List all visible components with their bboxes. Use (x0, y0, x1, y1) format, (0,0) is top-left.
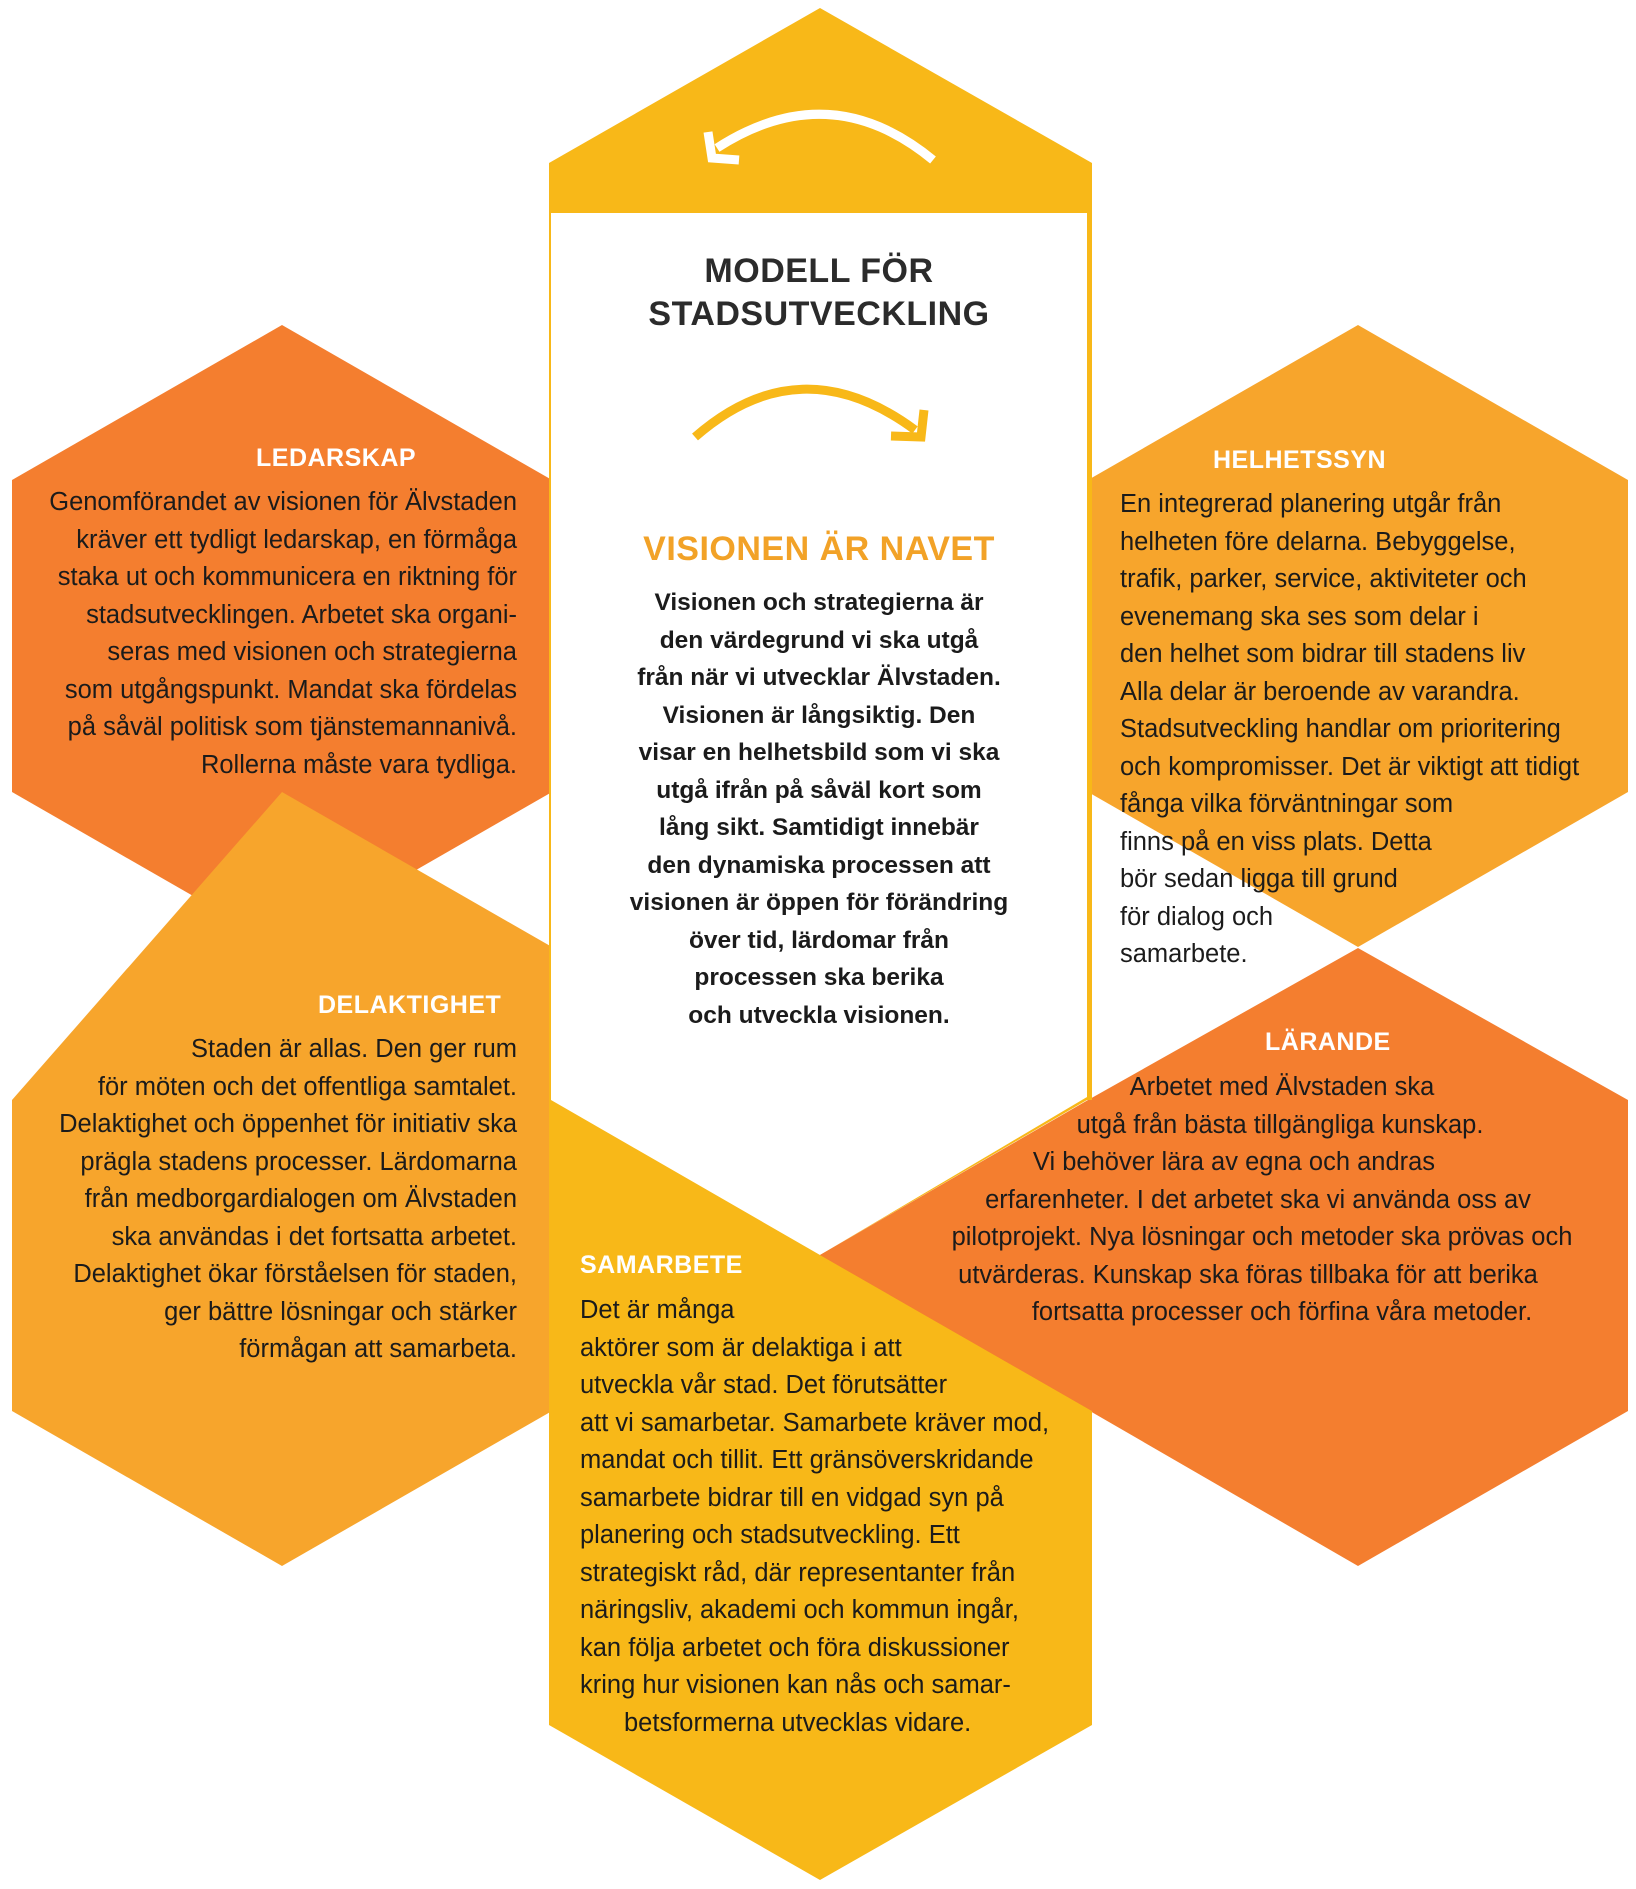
helhetssyn-line: och kompromisser. Det är viktigt att tidigt (1120, 752, 1580, 781)
samarbete-line: betsformerna utvecklas vidare. (624, 1708, 972, 1737)
helhetssyn-line: för dialog och (1120, 902, 1274, 931)
helhetssyn-line: En integrerad planering utgår från (1120, 490, 1502, 518)
samarbete-line: näringsliv, akademi och kommun ingår, (580, 1596, 1019, 1624)
helhetssyn-body (1120, 486, 1620, 974)
samarbete-line: kring hur visionen kan nås och samar- (580, 1671, 1011, 1699)
helhetssyn-line: evenemang ska ses som delar i (1120, 602, 1479, 631)
ledarskap-line: kräver ett tydligt ledarskap, en förmåga (76, 525, 517, 554)
ledarskap-line: Rollerna måste vara tydliga. (200, 750, 517, 779)
delaktighet-line: Delaktighet ökar förståelsen för staden, (73, 1260, 517, 1288)
center-body-line: över tid, lärdomar från (688, 926, 950, 954)
larande-line: erfarenheter. I det arbetet ska vi använda oss av (985, 1185, 1531, 1214)
page-title (551, 250, 1087, 336)
center-body (551, 584, 1087, 1034)
helhetssyn-line: den helhet som bidrar till stadens liv (1120, 640, 1526, 668)
title-line: STADSUTVECKLING (648, 295, 990, 333)
ledarskap-line: staka ut och kommunicera en riktning för (57, 563, 517, 591)
center-body-line: och utveckla visionen. (688, 1001, 950, 1029)
center-body-line: Visionen och strategierna är (654, 589, 984, 616)
larande-line: utgå från bästa tillgängliga kunskap. (1076, 1110, 1484, 1139)
ledarskap-line: stadsutvecklingen. Arbetet ska organi- (86, 600, 517, 629)
helhetssyn-heading: HELHETSSYN (1213, 446, 1387, 474)
delaktighet-line: Delaktighet och öppenhet för initiativ ska (59, 1110, 517, 1138)
larande-heading: LÄRANDE (1265, 1028, 1391, 1056)
delaktighet-body (20, 1031, 517, 1369)
delaktighet-line: prägla stadens processer. Lärdomarna (80, 1147, 517, 1176)
delaktighet-line: från medborgardialogen om Älvstaden (84, 1185, 517, 1213)
delaktighet-line: Staden är allas. Den ger rum (191, 1035, 517, 1063)
larande-line: Vi behöver lära av egna och andras (1032, 1148, 1436, 1176)
ledarskap-body (20, 484, 517, 784)
center-body-line: från när vi utvecklar Älvstaden. (637, 664, 1001, 691)
samarbete-body (580, 1292, 1080, 1742)
larande-line: utvärderas. Kunskap ska föras tillbaka för att berika (958, 1260, 1538, 1289)
ledarskap-line: Genomförandet av visionen för Älvstaden (49, 488, 517, 516)
delaktighet-heading: DELAKTIGHET (318, 991, 502, 1019)
samarbete-line: kan följa arbetet och föra diskussioner (580, 1633, 1010, 1662)
samarbete-line: samarbete bidrar till en vidgad syn på (580, 1483, 1004, 1512)
ledarskap-heading: LEDARSKAP (256, 444, 417, 472)
larande-line: Arbetet med Älvstaden ska (1129, 1073, 1435, 1101)
samarbete-line: att vi samarbetar. Samarbete kräver mod, (580, 1408, 1050, 1437)
larande-line: pilotprojekt. Nya lösningar och metoder ska prövas och (951, 1223, 1573, 1251)
center-body-line: processen ska berika (694, 964, 944, 991)
center-body-line: lång sikt. Samtidigt innebär (659, 814, 979, 841)
center-body-line: Visionen är långsiktig. Den (662, 701, 976, 729)
samarbete-line: Det är många (580, 1296, 735, 1324)
helhetssyn-line: helheten före delarna. Bebyggelse, (1120, 527, 1516, 556)
samarbete-line: aktörer som är delaktiga i att (580, 1333, 902, 1362)
samarbete-line: mandat och tillit. Ett gränsöverskridande (580, 1446, 1034, 1474)
delaktighet-line: ska användas i det fortsatta arbetet. (111, 1222, 517, 1251)
helhetssyn-line: fånga vilka förväntningar som (1120, 790, 1454, 818)
helhetssyn-line: Alla delar är beroende av varandra. (1120, 677, 1520, 706)
center-body-line: den värdegrund vi ska utgå (659, 626, 979, 654)
center-body-line: visionen är öppen för förändring (629, 889, 1009, 916)
samarbete-line: strategiskt råd, där representanter från (580, 1558, 1016, 1587)
ledarskap-line: som utgångspunkt. Mandat ska fördelas (64, 675, 517, 704)
larande-line: fortsatta processer och förfina våra metoder. (1031, 1298, 1533, 1326)
helhetssyn-line: samarbete. (1120, 940, 1248, 968)
title-line: MODELL FÖR (704, 252, 934, 290)
center-body-line: den dynamiska processen att (647, 851, 991, 879)
samarbete-line: planering och stadsutveckling. Ett (580, 1521, 960, 1549)
samarbete-line: utveckla vår stad. Det förutsätter (580, 1371, 948, 1399)
delaktighet-line: ger bättre lösningar och stärker (164, 1297, 517, 1326)
helhetssyn-line: finns på en viss plats. Detta (1120, 827, 1432, 856)
center-body-line: visar en helhetsbild som vi ska (638, 739, 1000, 766)
helhetssyn-line: trafik, parker, service, aktiviteter och (1120, 565, 1527, 593)
delaktighet-line: förmågan att samarbeta. (239, 1335, 517, 1363)
center-subtitle: VISIONEN ÄR NAVET (643, 530, 995, 568)
helhetssyn-line: bör sedan ligga till grund (1120, 865, 1398, 893)
helhetssyn-line: Stadsutveckling handlar om prioritering (1120, 715, 1561, 743)
delaktighet-line: för möten och det offentliga samtalet. (97, 1072, 517, 1101)
ledarskap-line: på såväl politisk som tjänstemannanivå. (67, 713, 517, 741)
samarbete-heading: SAMARBETE (580, 1251, 743, 1279)
ledarskap-line: seras med visionen och strategierna (107, 638, 517, 666)
center-body-line: utgå ifrån på såväl kort som (656, 776, 982, 804)
